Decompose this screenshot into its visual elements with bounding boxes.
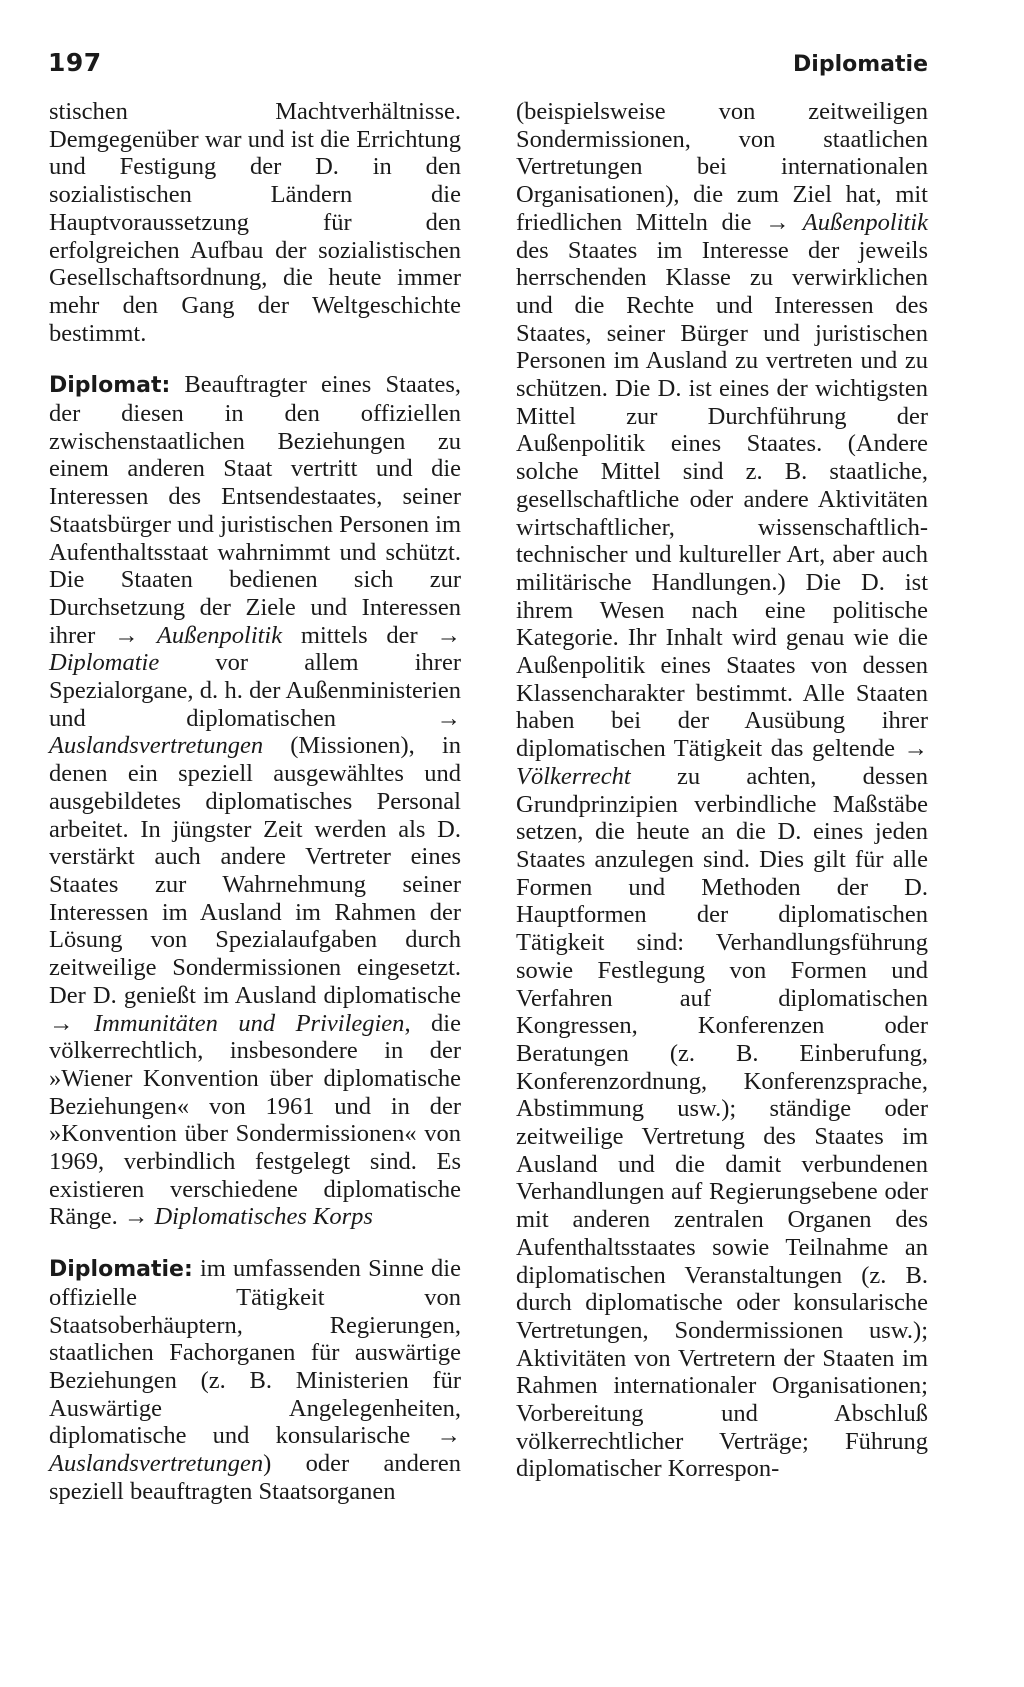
entry-text: des Staates im Interesse der jeweils herrschenden Klasse zu verwirklichen und die Rechte und Interessen des Staates, seiner Bürger und juristischen Personen im Ausland zu vertreten und zu schützen. Die D. ist eines der wichtigsten Mittel zur Durchführung der Außenpolitik eines Staates. (Andere solche Mittel sind z. B. staatliche, gesellschaftliche oder andere Aktivitäten wirtschaftlicher, wissenschaftlich-technischer und kultureller Art, aber auch militärische Handlungen.) Die D. ist ihrem Wesen nach eine politische Kategorie. Ihr Inhalt wird genau wie die Außenpolitik eines Staates von dessen Klassencharakter bestimmt. Alle Staaten haben bei der Ausübung ihrer diplomatischen Tätigkeit das geltende [516, 236, 928, 763]
entry-text: vor allem ihrer Spezialorgane, d. h. der Außenministerien und diplomatischen [49, 649, 461, 732]
cross-reference-arrow-icon: → [436, 704, 461, 732]
entry-text: zu achten, dessen Grundprinzipien verbindliche Maßstäbe setzen, die heute an die D. eines jeden Staates anzulegen sind. Dies gilt für alle Formen und Methoden der D. Hauptformen der diplomatischen Tätigkeit sind: Verhandlungsführung sowie Festlegung von Formen und Verfahren auf diplomatischen Kongressen, Konferenzen oder Beratungen (z. B. Einberufung, Konferenzordnung, Konferenzsprache, Abstimmung usw.); ständige oder zeitweilige Vertretung des Staates im Ausland und die damit verbundenen Verhandlungen auf Regierungsebene oder mit anderen zentralen Organen des Aufenthaltsstaates sowie Teilnahme an diplomatischen Veranstaltungen (z. B. durch diplomatische oder konsularische Vertretungen, Sondermissionen usw.); Aktivitäten von Vertretern der Staaten im Rahmen internationaler Organisationen; Vorbereitung und Abschluß völkerrechtlicher Verträge; Führung diplomatischer Korrespon- [516, 762, 928, 1483]
cross-reference-label: Außenpolitik [802, 208, 928, 236]
entry-diplomatie-continued [516, 98, 928, 1483]
cross-reference-label: Außenpolitik [156, 621, 283, 649]
entry-text: im umfassenden Sinne die offizielle Tätigkeit von Staatsoberhäuptern, Regierungen, staatlichen Fachorganen für auswärtige Beziehungen (z. B. Ministerien für Auswärtige Angelegenheiten, diplomatische und konsularische [49, 1255, 461, 1450]
entry-text: Beauftragter eines Staates, der diesen in den offiziellen zwischenstaatlichen Beziehungen zu einem anderen Staat vertritt und die Interessen des Entsendestaates, seiner Staatsbürger und juristischen Personen im Aufenthaltsstaat wahrnimmt und schützt. Die Staaten bedienen sich zur Durchsetzung der Ziele und Interessen ihrer [49, 371, 461, 649]
cross-reference-label: Diplomatie [49, 649, 160, 677]
cross-reference-arrow-icon: → [114, 621, 139, 649]
entry-text: (Missionen), in denen ein speziell ausgewähltes und ausgebildetes diplomatisches Personal arbeitet. In jüngster Zeit werden als D. verstärkt auch andere Vertreter eines Staates zur Wahrnehmung seiner Interessen im Ausland im Rahmen der Lösung von Spezialaufgaben durch zeitweilige Sondermissionen eingesetzt. Der D. genießt im Ausland diplomatische [49, 732, 461, 1009]
cross-reference[interactable] [114, 622, 282, 649]
cross-reference-arrow-icon: → [903, 735, 928, 763]
cross-reference-label: Immunitäten und Privilegien [94, 1009, 405, 1037]
cross-reference-arrow-icon: → [436, 1422, 461, 1450]
cross-reference[interactable] [765, 209, 928, 236]
entry-text: ) oder anderen speziell beauftragten Staatsorganen [49, 1450, 461, 1505]
entry-headword: Diplomatie: [49, 1257, 193, 1283]
cross-reference-arrow-icon: → [49, 1009, 74, 1037]
page-header [48, 48, 928, 77]
entry-text: (beispielsweise von zeitweiligen Sondermissionen, von staatlichen Vertretungen bei internationalen Organisationen), die zum Ziel hat, mit friedlichen Mitteln die [516, 98, 928, 236]
cross-reference-arrow-icon: → [123, 1203, 149, 1231]
page-number: 197 [48, 48, 102, 77]
continuation-paragraph [49, 98, 461, 347]
right-column [516, 98, 928, 1483]
cross-reference-arrow-icon: → [436, 621, 462, 649]
continuation-text: stischen Machtverhältnisse. Demgegenüber war und ist die Errichtung und Festigung der D. in den sozialistischen Ländern die Hauptvoraussetzung für den erfolgreichen Aufbau der sozialistischen Gesellschaftsordnung, die heute immer mehr den Gang der Weltgeschichte bestimmt. [49, 98, 461, 347]
cross-reference[interactable] [49, 1010, 404, 1037]
cross-reference-label: Auslandsvertretungen [49, 732, 264, 760]
cross-reference-label: Diplomatisches Korps [154, 1203, 373, 1231]
entry-text: mittels der [282, 621, 437, 649]
running-head: Diplomatie [793, 52, 928, 77]
entry-diplomat [49, 371, 461, 1231]
cross-reference-label: Völkerrecht [516, 762, 631, 790]
entry-text: , die völkerrechtlich, insbesondere in der »Wiener Konvention über diplomatische Beziehungen« von 1961 und in der »Konvention über Sondermissionen« von 1969, verbindlich festgelegt sind. Es existieren verschiedene diplomatische Ränge. [49, 1009, 461, 1231]
cross-reference-label: Auslandsvertretungen [49, 1450, 264, 1478]
cross-reference-arrow-icon: → [765, 208, 790, 236]
cross-reference[interactable] [124, 1203, 373, 1230]
entry-headword: Diplomat: [49, 373, 171, 399]
entry-diplomatie [49, 1255, 461, 1505]
left-column [49, 98, 461, 1505]
